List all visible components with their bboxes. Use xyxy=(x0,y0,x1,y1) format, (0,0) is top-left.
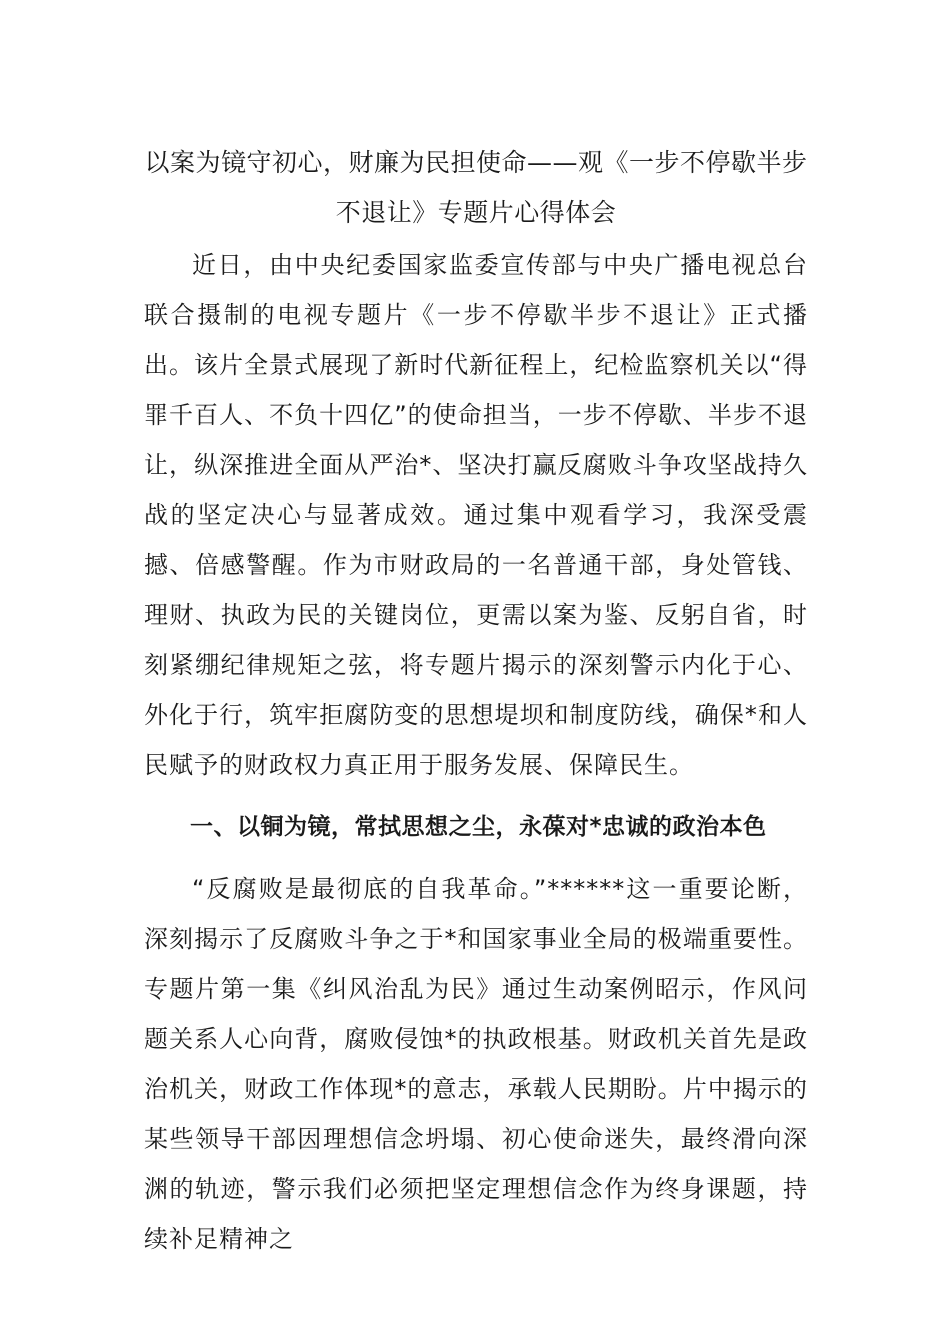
document-title: 以案为镜守初心，财廉为民担使命——观《一步不停歇半步不退让》专题片心得体会 xyxy=(144,148,808,227)
intro-paragraph: 近日，由中央纪委国家监委宣传部与中央广播电视总台联合摄制的电视专题片《一步不停歇半步不退让》正式播出。该片全景式展现了新时代新征程上，纪检监察机关以“得罪千百人、不负十四亿”的使命担当，一步不停歇、半步不退让，纵深推进全面从严治*、坚决打赢反腐败斗争攻坚战持久战的坚定决心与显著成效。通过集中观看学习，我深受震撼、倍感警醒。作为市财政局的一名普通干部，身处管钱、理财、执政为民的关键岗位，更需以案为鉴、反躬自省，时刻紧绷纪律规矩之弦，将专题片揭示的深刻警示内化于心、外化于行，筑牢拒腐防变的思想堤坝和制度防线，确保*和人民赋予的财政权力真正用于服务发展、保障民生。 xyxy=(144,251,808,779)
section-paragraph-1: “反腐败是最彻底的自我革命。”******这一重要论断，深刻揭示了反腐败斗争之于*和国家事业全局的极端重要性。专题片第一集《纠风治乱为民》通过生动案例昭示，作风问题关系人心向背，腐败侵蚀*的执政根基。财政机关首先是政治机关，财政工作体现*的意志，承载人民期盼。片中揭示的某些领导干部因理想信念坍塌、初心使命迷失，最终滑向深渊的轨迹，警示我们必须把坚定理想信念作为终身课题，持续补足精神之 xyxy=(144,875,808,1253)
section-heading-1: 一、以铜为镜，常拭思想之尘，永葆对*忠诚的政治本色 xyxy=(190,814,767,840)
document-page xyxy=(144,138,808,1264)
